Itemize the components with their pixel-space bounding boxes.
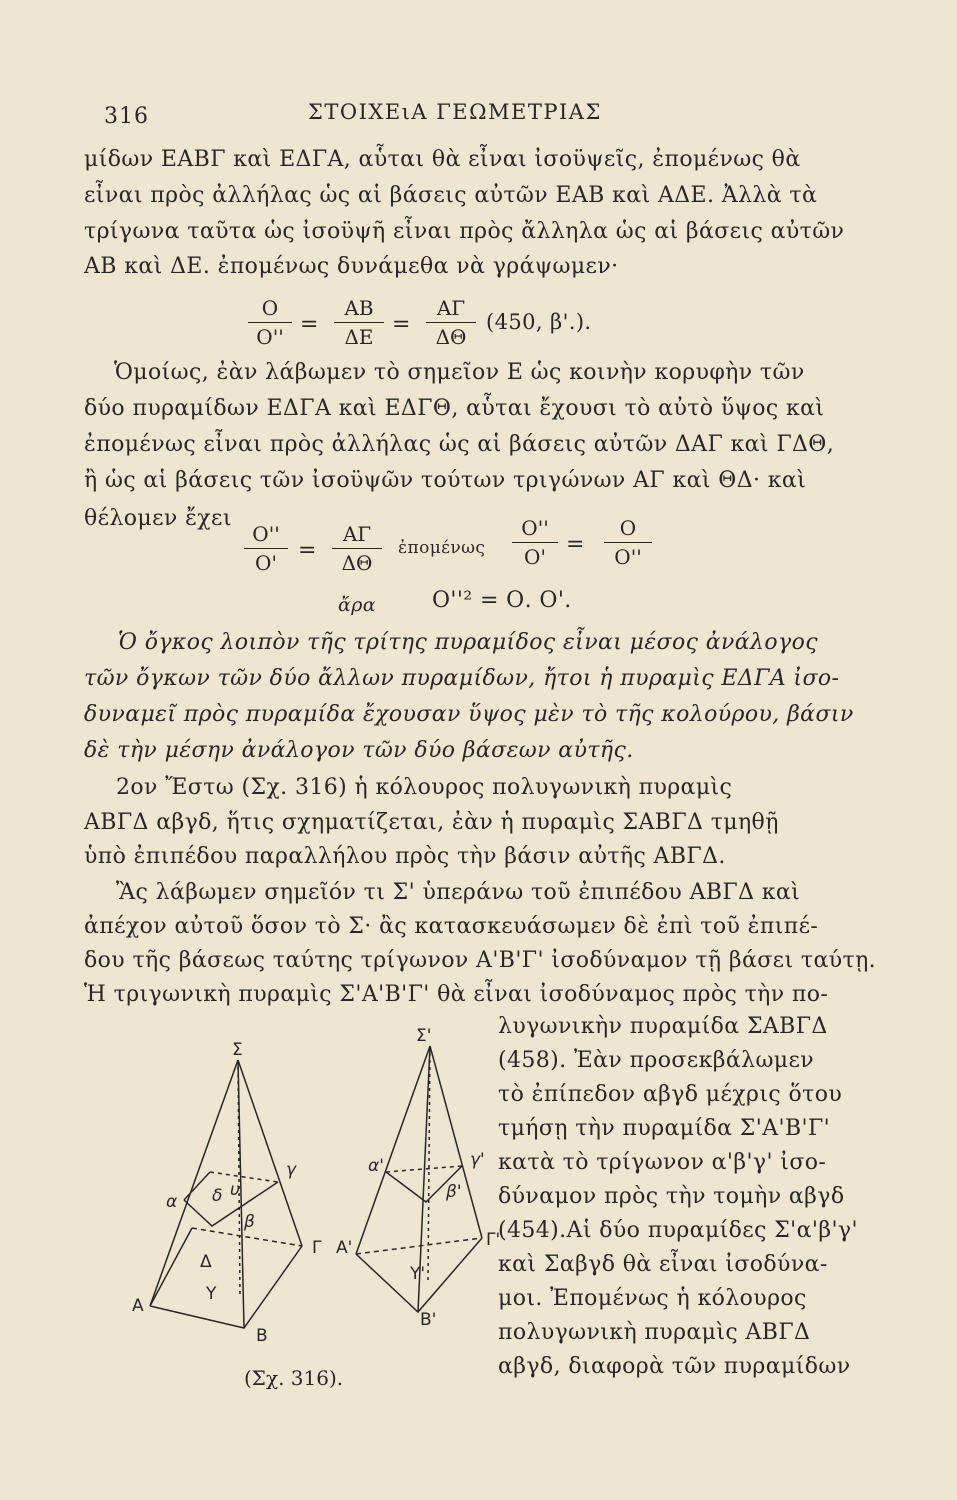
- word-ara: ἄρα: [338, 594, 377, 616]
- text-line: μίδων ΕΑΒΓ καὶ ΕΔΓΑ, αὗται θὰ εἶναι ἰσοϋψεῖς, ἐπομένως θὰ: [84, 147, 801, 172]
- label-alpha-prime: α': [368, 1156, 384, 1176]
- label-gamma-prime: γ': [470, 1150, 485, 1170]
- text-line: Ἂς λάβωμεν σημεῖόν τι Σ' ὑπεράνω τοῦ ἐπιπέδου ΑΒΓΔ καὶ: [116, 880, 801, 905]
- text-line: ΑΒ καὶ ΔΕ. ἐπομένως δυνάμεθα νὰ γράψωμεν·: [84, 254, 619, 279]
- equation-result: Ο''² = Ο. Ο'.: [432, 588, 572, 613]
- text-line: τμήσῃ τὴν πυραμίδα Σ'Α'Β'Γ': [498, 1116, 831, 1141]
- text-line: καὶ Σαβγδ θὰ εἶναι ἰσοδύνα-: [498, 1252, 828, 1277]
- text-line: ΑΒΓΔ αβγδ, ἥτις σχηματίζεται, ἐὰν ἡ πυραμὶς ΣΑΒΓΔ τμηθῇ: [84, 810, 779, 835]
- label-S: Σ: [232, 1040, 243, 1060]
- text-line: 2ον Ἔστω (Σχ. 316) ἡ κόλουρος πολυγωνικὴ πυραμὶς: [116, 775, 733, 800]
- text-line: ἢ ὡς αἱ βάσεις τῶν ἰσοϋψῶν τούτων τριγώνων ΑΓ καὶ ΘΔ· καὶ: [84, 468, 807, 493]
- text-line: δύναμον πρὸς τὴν τομὴν αβγδ: [498, 1184, 845, 1209]
- label-beta: β: [244, 1212, 255, 1232]
- label-Y: Υ: [206, 1284, 217, 1304]
- text-line: Ὁ ὄγκος λοιπὸν τῆς τρίτης πυραμίδος εἶναι μέσος ἀνάλογος: [118, 630, 818, 655]
- equals-sign: =: [392, 312, 411, 337]
- page-number: 316: [104, 104, 149, 129]
- equals-sign: =: [300, 312, 319, 337]
- fraction: ΑΓ ΔΘ: [332, 522, 382, 575]
- label-S-prime: Σ': [416, 1026, 432, 1046]
- label-G-prime: Γ': [486, 1230, 501, 1250]
- fraction: ΑΓ ΔΘ: [426, 296, 476, 349]
- text-line: αβγδ, διαφορὰ τῶν πυραμίδων: [498, 1354, 851, 1379]
- running-title: ΣΤΟΙΧΕιΑ ΓΕΩΜΕΤΡΙΑΣ: [308, 100, 602, 124]
- text-line: κατὰ τὸ τρίγωνον α'β'γ' ἰσο-: [498, 1150, 827, 1175]
- text-line: Ἡ τριγωνικὴ πυραμὶς Σ'Α'Β'Γ' θὰ εἶναι ἰσοδύναμος πρὸς τὴν πο-: [84, 982, 829, 1007]
- label-D: Δ: [200, 1252, 212, 1272]
- figure-caption: (Σχ. 316).: [244, 1366, 344, 1390]
- text-line: δου τῆς βάσεως ταύτης τρίγωνον Α'Β'Γ' ἰσοδύναμον τῇ βάσει ταύτῃ.: [84, 948, 877, 973]
- fraction: Ο'' Ο': [244, 522, 288, 575]
- text-line: δύο πυραμίδων ΕΔΓΑ καὶ ΕΔΓΘ, αὗται ἔχουσι τὸ αὐτὸ ὕψος καὶ: [84, 396, 825, 421]
- text-line: μοι. Ἐπομένως ἡ κόλουρος: [498, 1286, 807, 1311]
- label-G: Γ: [312, 1238, 322, 1258]
- fraction: ΑΒ ΔΕ: [334, 296, 384, 349]
- text-line: (454).Αἱ δύο πυραμίδες Σ'α'β'γ': [498, 1218, 858, 1243]
- text-line: τῶν ὄγκων τῶν δύο ἄλλων πυραμίδων, ἤτοι ἡ πυραμὶς ΕΔΓΑ ἰσο-: [84, 666, 840, 691]
- text-line: ἀπέχον αὐτοῦ ὅσον τὸ Σ· ἂς κατασκευάσωμεν δὲ ἐπὶ τοῦ ἐπιπέ-: [84, 914, 819, 939]
- text-line: θέλομεν ἔχει: [84, 506, 232, 531]
- label-beta-prime: β': [446, 1182, 462, 1202]
- text-line: λυγωνικὴν πυραμίδα ΣΑΒΓΔ: [498, 1014, 828, 1039]
- label-upsilon: υ: [230, 1180, 240, 1200]
- text-line: δὲ τὴν μέσην ἀνάλογον τῶν δύο βάσεων αὐτῆς.: [84, 738, 634, 763]
- text-line: δυναμεῖ πρὸς πυραμίδα ἔχουσαν ὕψος μὲν τὸ τῆς κολούρου, βάσιν: [84, 702, 854, 727]
- text-line: ἐπομένως εἶναι πρὸς ἀλλήλας ὡς αἱ βάσεις αὐτῶν ΔΑΓ καὶ ΓΔΘ,: [84, 432, 835, 457]
- equals-sign: =: [566, 532, 585, 557]
- word-therefore: ἐπομένως: [398, 538, 486, 558]
- text-line: εἶναι πρὸς ἀλλήλας ὡς αἱ βάσεις αὐτῶν ΕΑΒ καὶ ΑΔΕ. Ἀλλὰ τὰ: [84, 183, 818, 208]
- equals-sign: =: [298, 538, 317, 563]
- text-line: (458). Ἐὰν προσεκβάλωμεν: [498, 1048, 815, 1073]
- label-A: Α: [132, 1296, 144, 1316]
- label-Y-prime: Υ': [410, 1264, 426, 1284]
- label-delta: δ: [212, 1186, 223, 1206]
- label-gamma: γ: [286, 1160, 297, 1180]
- text-line: ὑπὸ ἐπιπέδου παραλλήλου πρὸς τὴν βάσιν αὐτῆς ΑΒΓΔ.: [84, 844, 726, 869]
- label-B-prime: Β': [420, 1310, 437, 1330]
- fraction: Ο'' Ο': [512, 516, 558, 569]
- label-B: Β: [256, 1326, 268, 1346]
- text-line: πολυγωνικὴ πυραμὶς ΑΒΓΔ: [498, 1320, 811, 1345]
- label-A-prime: Α': [336, 1238, 353, 1258]
- text-line: τρίγωνα ταῦτα ὡς ἰσοϋψῆ εἶναι πρὸς ἄλληλα ὡς αἱ βάσεις αὐτῶν: [84, 219, 845, 244]
- label-alpha: α: [166, 1192, 178, 1212]
- fraction: Ο Ο'': [604, 516, 652, 569]
- text-line: Ὁμοίως, ἐὰν λάβωμεν τὸ σημεῖον Ε ὡς κοινὴν κορυφὴν τῶν: [114, 360, 805, 385]
- text-line: τὸ ἐπίπεδον αβγδ μέχρις ὅτου: [498, 1082, 843, 1107]
- fraction: Ο Ο'': [248, 296, 292, 349]
- equation-reference: (450, β'.).: [486, 310, 592, 334]
